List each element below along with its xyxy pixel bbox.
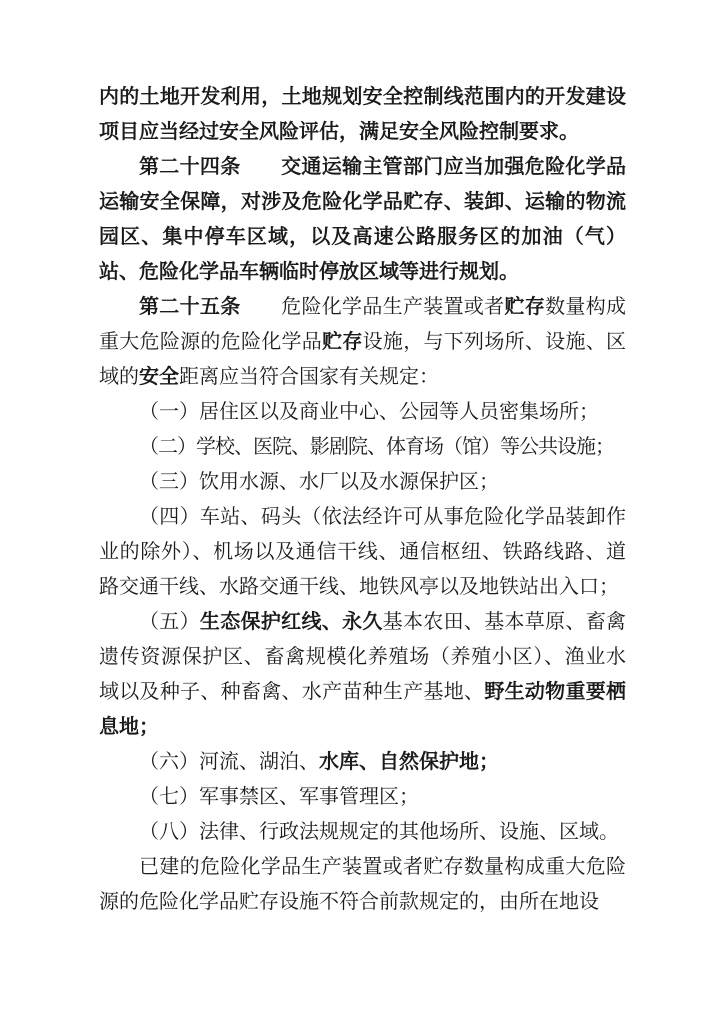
text-run: 内的土地开发利用，土地规划安全控制线范围内的开发建设项目应当经过安全风险评估，满足安全风险控制要求。 xyxy=(99,86,626,143)
list-item-5 xyxy=(99,605,626,745)
list-item-4 xyxy=(99,500,626,605)
list-item-2 xyxy=(99,430,626,465)
text-run: 已建的危险化学品生产装置或者贮存数量构成重大危险源的危险化学品贮存设施不符合前款规定的，由所在地设 xyxy=(99,856,626,913)
paragraph-continuation xyxy=(99,80,626,150)
list-item-6 xyxy=(99,745,626,780)
text-run: 设施，与下列场所、设施、区域的 xyxy=(99,331,627,388)
paragraph-existing-facilities xyxy=(99,850,626,920)
list-item-8 xyxy=(99,815,626,850)
list-item-3 xyxy=(99,465,626,500)
text-run: 距离应当符合国家有关规定： xyxy=(179,366,439,388)
text-run: （一）居住区以及商业中心、公园等人员密集场所； xyxy=(139,401,599,423)
bold-run: 水库、自然保护地； xyxy=(319,751,499,773)
text-run: （四）车站、码头（依法经许可从事危险化学品装卸作业的除外）、机场以及通信干线、通信枢纽、铁路线路、道路交通干线、水路交通干线、地铁风亭以及地铁站出入口； xyxy=(99,506,626,598)
bold-run: 安全 xyxy=(139,366,179,388)
text-run: 危险化学品生产装置或者 xyxy=(281,296,505,318)
bold-run: 贮存 xyxy=(504,296,546,318)
article-number-run: 第二十五条 xyxy=(139,296,282,318)
list-item-7 xyxy=(99,780,626,815)
list-item-1 xyxy=(99,395,626,430)
paragraph-article-24 xyxy=(99,150,626,290)
text-run: （七）军事禁区、军事管理区； xyxy=(139,786,419,808)
text-run: 基本农田、基本草原、畜禽遗传资源保护区、畜禽规模化养殖场（养殖小区）、渔业水域以及种子、种畜禽、水产苗种生产基地、 xyxy=(99,611,627,703)
bold-run: 生态保护红线、永久 xyxy=(199,611,383,633)
bold-run: 贮存 xyxy=(322,331,363,353)
text-run: （二）学校、医院、影剧院、体育场（馆）等公共设施； xyxy=(139,436,614,458)
document-text-block xyxy=(99,80,626,920)
text-run: （五） xyxy=(139,611,200,633)
text-run: 第二十四条 交通运输主管部门应当加强危险化学品运输安全保障，对涉及危险化学品贮存、装卸、运输的物流园区、集中停车区域，以及高速公路服务区的加油（气）站、危险化学品车辆临时停放区域等进行规划。 xyxy=(99,156,626,283)
text-run: （六）河流、湖泊、 xyxy=(139,751,319,773)
bold-run: 野生动物重要栖息地； xyxy=(99,681,627,738)
text-run: （三）饮用水源、水厂以及水源保护区； xyxy=(139,471,499,493)
text-run: （八）法律、行政法规规定的其他场所、设施、区域。 xyxy=(139,821,619,843)
paragraph-article-25 xyxy=(99,290,626,395)
text-run: 数量构成重大危险源的危险化学品 xyxy=(99,296,627,353)
